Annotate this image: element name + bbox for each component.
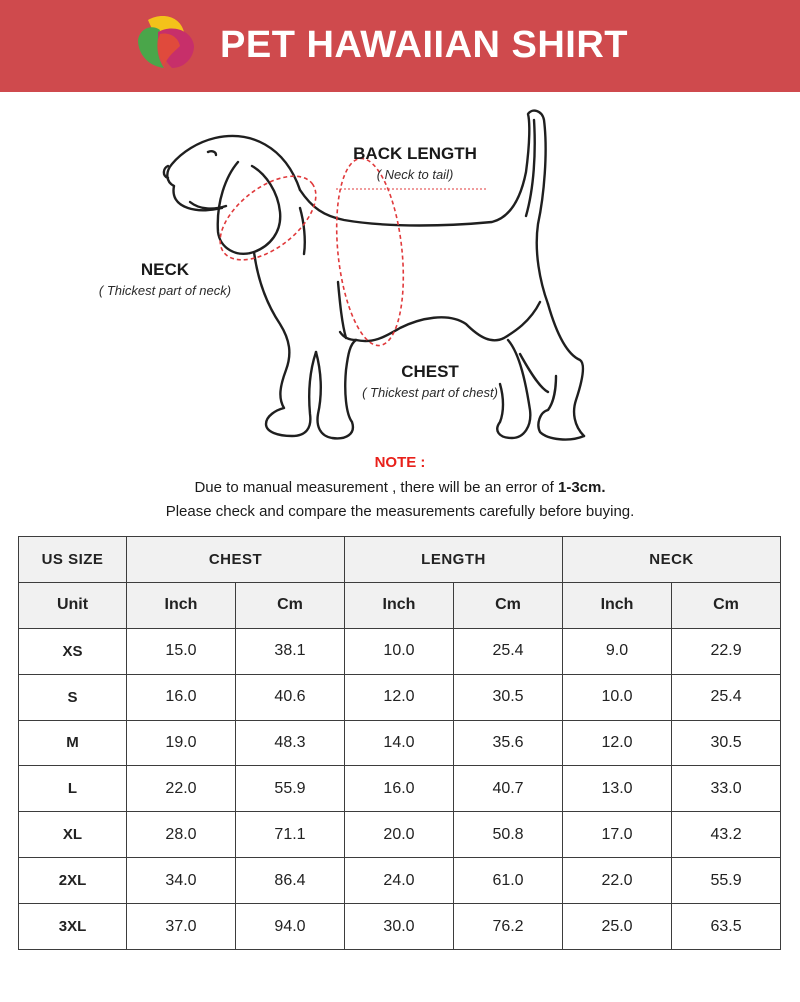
neck-cm-cell: 25.4: [672, 674, 781, 720]
neck-inch-cell: 25.0: [563, 904, 672, 950]
size-cell: S: [19, 674, 127, 720]
length-inch-cell: 14.0: [345, 720, 454, 766]
neck-cm-cell: 22.9: [672, 628, 781, 674]
neck-inch-cell: 17.0: [563, 812, 672, 858]
size-cell: 2XL: [19, 858, 127, 904]
note-line-1-text: Due to manual measurement , there will be an error of: [194, 479, 558, 496]
chest-cm-cell: 38.1: [236, 628, 345, 674]
back-length-title: BACK LENGTH: [353, 144, 477, 163]
length-inch-header: Inch: [345, 582, 454, 628]
length-header: LENGTH: [345, 537, 563, 583]
neck-cm-cell: 43.2: [672, 812, 781, 858]
neck-cm-cell: 33.0: [672, 766, 781, 812]
neck-subtitle: ( Thickest part of neck): [98, 283, 232, 298]
neck-cm-cell: 63.5: [672, 904, 781, 950]
neck-inch-cell: 9.0: [563, 628, 672, 674]
chest-header: CHEST: [127, 537, 345, 583]
chest-inch-cell: 16.0: [127, 674, 236, 720]
neck-cm-header: Cm: [672, 582, 781, 628]
chest-cm-cell: 55.9: [236, 766, 345, 812]
neck-label: [70, 260, 260, 298]
table-row: [19, 766, 781, 812]
neck-inch-header: Inch: [563, 582, 672, 628]
chest-inch-cell: 37.0: [127, 904, 236, 950]
chest-inch-cell: 22.0: [127, 766, 236, 812]
size-chart-table: [18, 536, 781, 950]
back-length-label: [330, 144, 500, 182]
chest-subtitle: ( Thickest part of chest): [362, 385, 498, 400]
length-cm-cell: 50.8: [454, 812, 563, 858]
chest-title: CHEST: [401, 362, 459, 381]
length-inch-cell: 30.0: [345, 904, 454, 950]
us-size-header: US SIZE: [19, 537, 127, 583]
neck-title: NECK: [140, 260, 190, 279]
length-cm-cell: 61.0: [454, 858, 563, 904]
length-cm-cell: 30.5: [454, 674, 563, 720]
length-inch-cell: 16.0: [345, 766, 454, 812]
length-cm-cell: 35.6: [454, 720, 563, 766]
length-inch-cell: 10.0: [345, 628, 454, 674]
chest-cm-cell: 40.6: [236, 674, 345, 720]
chest-inch-cell: 15.0: [127, 628, 236, 674]
size-cell: M: [19, 720, 127, 766]
note-line-1: [0, 479, 800, 496]
length-inch-cell: 12.0: [345, 674, 454, 720]
neck-inch-cell: 22.0: [563, 858, 672, 904]
length-inch-cell: 20.0: [345, 812, 454, 858]
table-row: [19, 720, 781, 766]
back-length-subtitle: ( Neck to tail): [376, 167, 454, 182]
tri-color-leaf-logo-icon: [134, 12, 198, 72]
neck-cm-cell: 30.5: [672, 720, 781, 766]
chest-cm-cell: 86.4: [236, 858, 345, 904]
table-unit-row: [19, 582, 781, 628]
unit-header: Unit: [19, 582, 127, 628]
chest-cm-cell: 48.3: [236, 720, 345, 766]
length-cm-cell: 25.4: [454, 628, 563, 674]
length-cm-cell: 40.7: [454, 766, 563, 812]
neck-header: NECK: [563, 537, 781, 583]
table-row: [19, 812, 781, 858]
chest-inch-cell: 28.0: [127, 812, 236, 858]
neck-inch-cell: 13.0: [563, 766, 672, 812]
note-line-2: Please check and compare the measurements carefully before buying.: [165, 503, 635, 520]
neck-cm-cell: 55.9: [672, 858, 781, 904]
table-row: [19, 858, 781, 904]
table-row: [19, 628, 781, 674]
chest-label: [340, 362, 520, 400]
neck-inch-cell: 10.0: [563, 674, 672, 720]
note-error-range: 1-3cm.: [557, 479, 606, 496]
chest-cm-cell: 71.1: [236, 812, 345, 858]
length-cm-cell: 76.2: [454, 904, 563, 950]
page-title: PET HAWAIIAN SHIRT: [220, 24, 629, 66]
chest-cm-header: Cm: [236, 582, 345, 628]
table-row: [19, 904, 781, 950]
table-header-row: [19, 537, 781, 583]
size-cell: XL: [19, 812, 127, 858]
note-title: NOTE :: [374, 454, 426, 471]
length-cm-header: Cm: [454, 582, 563, 628]
table-row: [19, 674, 781, 720]
neck-inch-cell: 12.0: [563, 720, 672, 766]
chest-cm-cell: 94.0: [236, 904, 345, 950]
size-cell: XS: [19, 628, 127, 674]
chest-inch-cell: 19.0: [127, 720, 236, 766]
chest-inch-header: Inch: [127, 582, 236, 628]
chest-inch-cell: 34.0: [127, 858, 236, 904]
size-cell: L: [19, 766, 127, 812]
length-inch-cell: 24.0: [345, 858, 454, 904]
size-cell: 3XL: [19, 904, 127, 950]
header-banner: [0, 0, 800, 92]
